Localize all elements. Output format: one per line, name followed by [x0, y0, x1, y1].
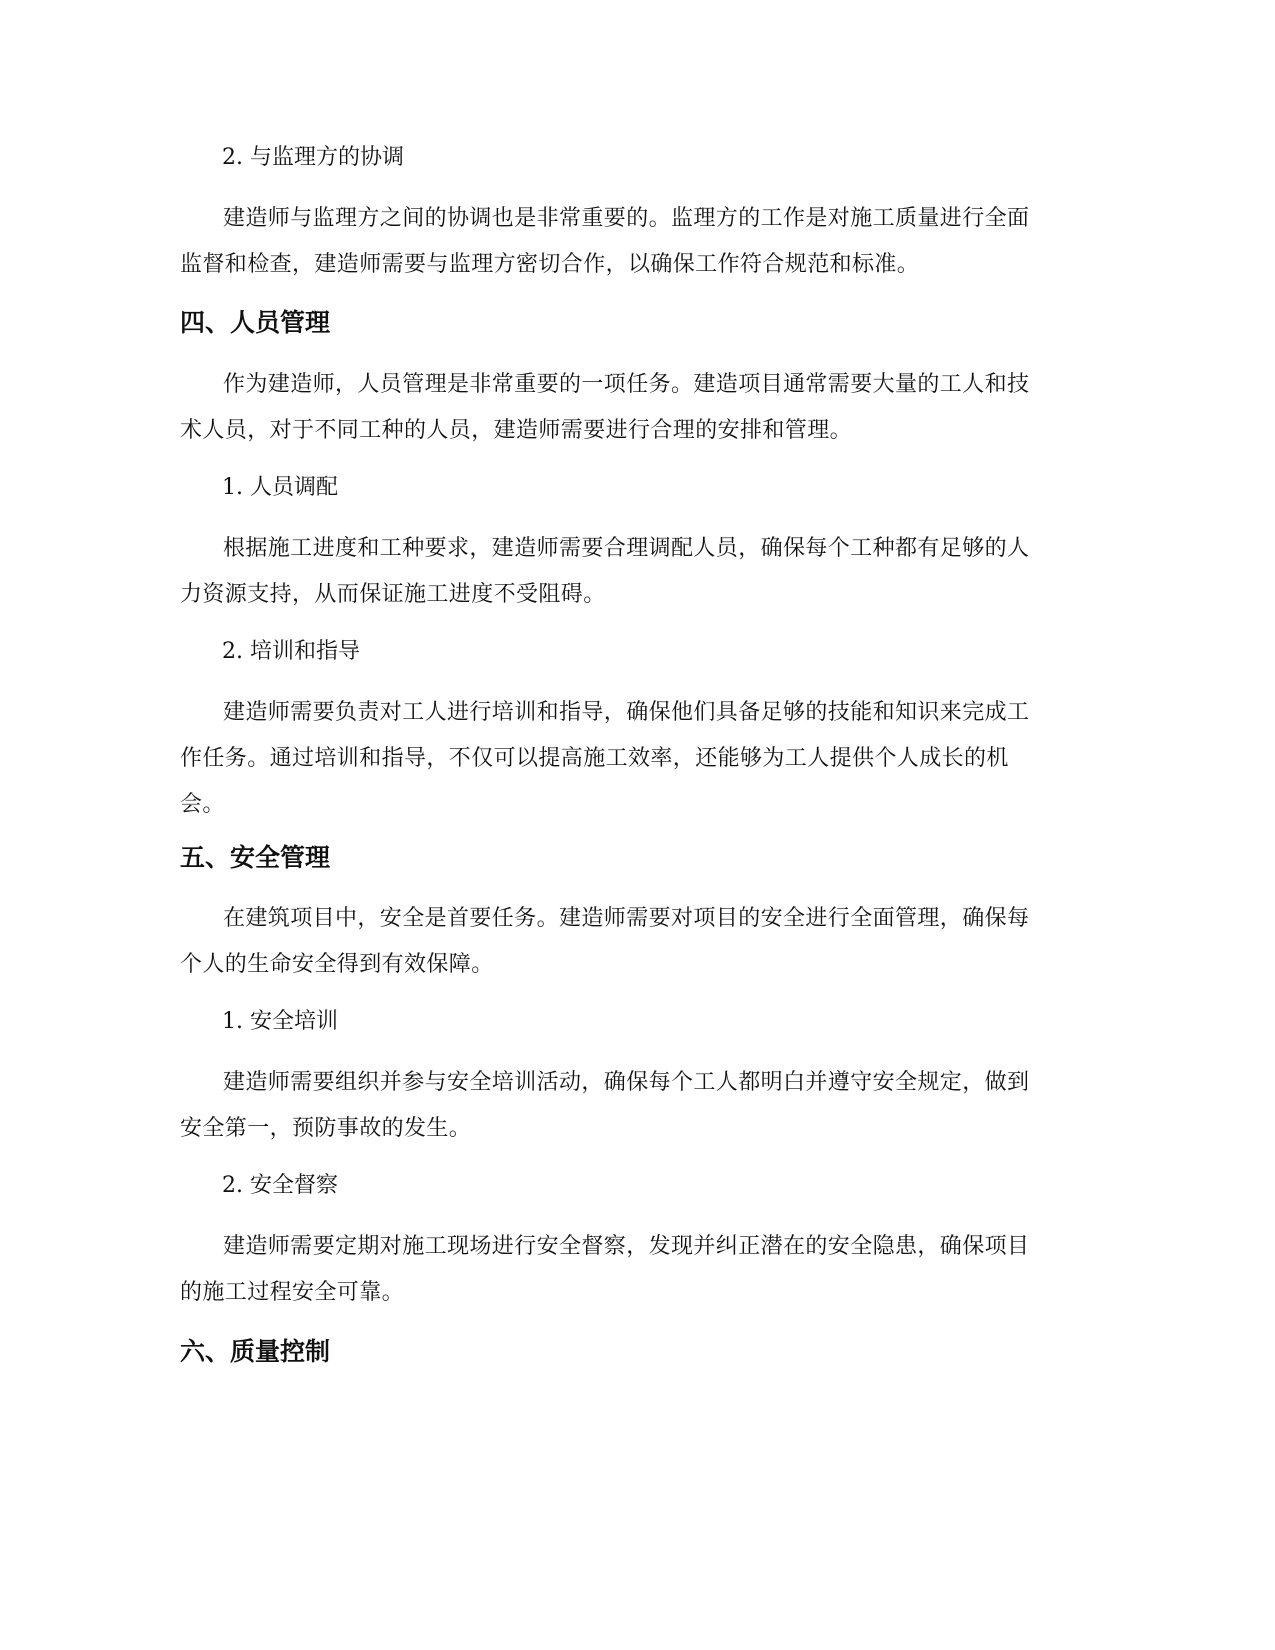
section-heading-personnel-management: 四、人员管理: [180, 308, 331, 337]
paragraph-safety-training: 建造师需要组织并参与安全培训活动，确保每个工人都明白并遵守安全规定，做到安全第一，预防事故的发生。: [180, 1070, 1030, 1141]
paragraph-training-and-guidance: 建造师需要负责对工人进行培训和指导，确保他们具备足够的技能和知识来完成工作任务。通过培训和指导，不仅可以提高施工效率，还能够为工人提供个人成长的机会。: [180, 700, 1030, 817]
paragraph-safety-management-intro: 在建筑项目中，安全是首要任务。建造师需要对项目的安全进行全面管理，确保每个人的生命安全得到有效保障。: [180, 906, 1030, 977]
paragraph-coordination-with-supervisor: 建造师与监理方之间的协调也是非常重要的。监理方的工作是对施工质量进行全面监督和检查，建造师需要与监理方密切合作，以确保工作符合规范和标准。: [180, 206, 1030, 277]
paragraph-personnel-management-intro: 作为建造师，人员管理是非常重要的一项任务。建造项目通常需要大量的工人和技术人员，对于不同工种的人员，建造师需要进行合理的安排和管理。: [180, 372, 1030, 443]
paragraph-staff-allocation: 根据施工进度和工种要求，建造师需要合理调配人员，确保每个工种都有足够的人力资源支持，从而保证施工进度不受阻碍。: [180, 536, 1030, 607]
subheading-safety-training: 1. 安全培训: [222, 1009, 338, 1034]
section-heading-quality-control: 六、质量控制: [180, 1337, 331, 1366]
section-heading-safety-management: 五、安全管理: [180, 843, 331, 872]
subheading-safety-inspection: 2. 安全督察: [222, 1173, 338, 1198]
subheading-training-and-guidance: 2. 培训和指导: [222, 639, 360, 664]
subheading-coordination-with-supervisor: 2. 与监理方的协调: [222, 145, 404, 170]
paragraph-safety-inspection: 建造师需要定期对施工现场进行安全督察，发现并纠正潜在的安全隐患，确保项目的施工过程安全可靠。: [180, 1234, 1030, 1305]
subheading-staff-allocation: 1. 人员调配: [222, 475, 338, 500]
